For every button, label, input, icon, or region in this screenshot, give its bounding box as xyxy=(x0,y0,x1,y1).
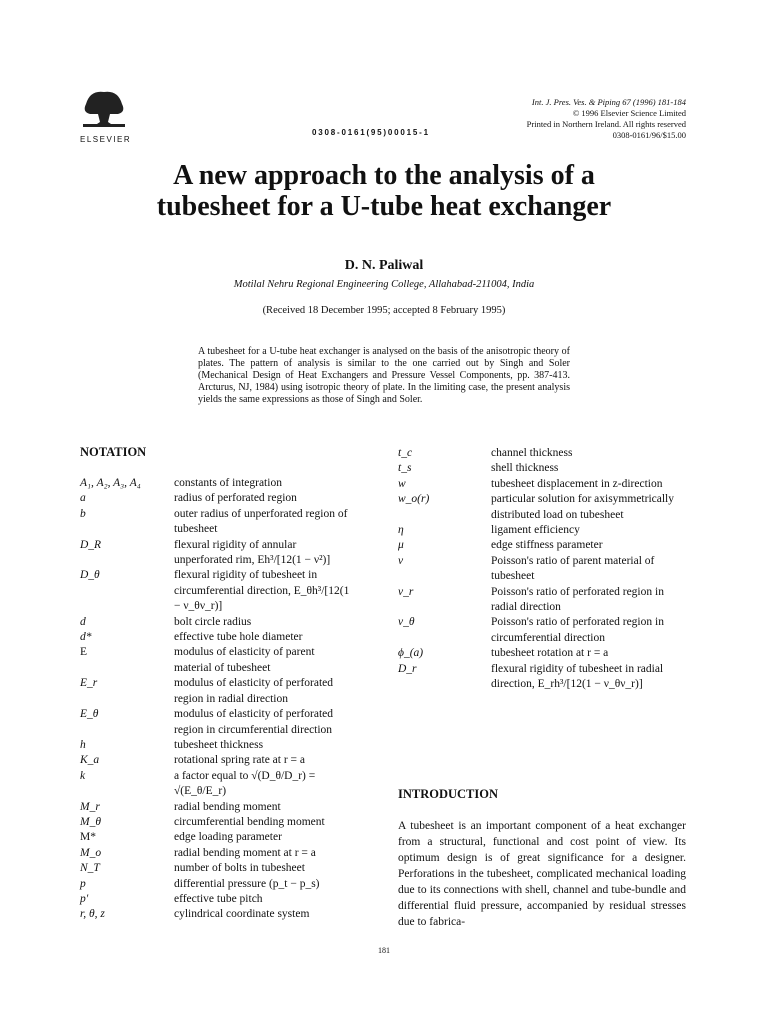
notation-description: a factor equal to √(D_θ/D_r) = √(E_θ/E_r) xyxy=(174,769,316,798)
notation-row xyxy=(80,491,355,506)
doc-code: 0308-0161(95)00015-1 xyxy=(312,128,430,137)
notation-row xyxy=(80,800,355,815)
notation-symbol: E_θ xyxy=(80,708,99,721)
notation-row xyxy=(398,615,688,646)
notation-description: radius of perforated region xyxy=(174,492,297,505)
notation-symbol: M* xyxy=(80,831,96,844)
notation-description: edge loading parameter xyxy=(174,831,282,844)
notation-description: ligament efficiency xyxy=(491,524,580,537)
notation-symbol: D_θ xyxy=(80,569,100,582)
notation-list-right xyxy=(398,446,688,693)
notation-symbol: η xyxy=(398,524,404,537)
notation-symbol: d* xyxy=(80,631,92,644)
page-number: 181 xyxy=(378,946,390,955)
notation-row xyxy=(80,707,355,738)
notation-row xyxy=(398,585,688,616)
notation-description: flexural rigidity of tubesheet in radial direction, E_rh³/[12(1 − ν_θν_r)] xyxy=(491,662,664,691)
notation-description: radial bending moment at r = a xyxy=(174,846,316,859)
notation-description: tubesheet thickness xyxy=(174,738,264,751)
notation-symbol: M_o xyxy=(80,846,102,859)
notation-row xyxy=(80,645,355,676)
notation-row xyxy=(398,538,688,553)
received-date: (Received 18 December 1995; accepted 8 February 1995) xyxy=(262,305,506,316)
notation-row xyxy=(80,861,355,876)
notation-row xyxy=(80,738,355,753)
notation-symbol: ν xyxy=(398,554,404,567)
notation-symbol: a xyxy=(80,492,86,505)
notation-description: outer radius of unperforated region of tubesheet xyxy=(174,507,348,536)
notation-symbol: ν_θ xyxy=(398,616,415,629)
notation-symbol: D_R xyxy=(80,538,102,551)
notation-description: radial bending moment xyxy=(174,800,281,813)
tree-logo-icon xyxy=(80,86,128,128)
title-line2: tubesheet for a U-tube heat exchanger xyxy=(156,191,612,222)
notation-symbol: b xyxy=(80,507,86,520)
journal-line4: 0308-0161/96/$15.00 xyxy=(612,130,686,140)
notation-description: modulus of elasticity of parent material of tubesheet xyxy=(174,646,315,674)
notation-row xyxy=(398,662,688,693)
notation-description: number of bolts in tubesheet xyxy=(174,862,305,875)
notation-description: modulus of elasticity of perforated region in circumferential direction xyxy=(174,708,334,736)
paper-title xyxy=(0,160,768,222)
notation-symbol: w xyxy=(398,477,406,490)
notation-description: constants of integration xyxy=(174,477,282,489)
notation-row xyxy=(398,492,688,523)
journal-line2: © 1996 Elsevier Science Limited xyxy=(572,108,686,118)
title-line1: A new approach to the analysis of a xyxy=(173,160,595,191)
notation-row xyxy=(80,507,355,538)
notation-description: flexural rigidity of tubesheet in circumferential direction, E_θh³/[12(1 − ν_θν_r)] xyxy=(174,569,350,613)
notation-row xyxy=(80,615,355,630)
notation-symbol: ν_r xyxy=(398,585,414,598)
notation-row xyxy=(398,461,688,476)
notation-symbol: h xyxy=(80,738,86,751)
notation-heading: NOTATION xyxy=(80,445,147,459)
notation-symbol: μ xyxy=(398,539,404,552)
notation-description: rotational spring rate at r = a xyxy=(174,754,306,767)
journal-line3: Printed in Northern Ireland. All rights reserved xyxy=(526,119,686,129)
notation-symbol: r, θ, z xyxy=(80,908,105,921)
notation-description: modulus of elasticity of perforated region in radial direction xyxy=(174,677,334,705)
notation-row xyxy=(398,477,688,492)
notation-row xyxy=(80,769,355,800)
notation-description: effective tube hole diameter xyxy=(174,631,303,644)
abstract: A tubesheet for a U-tube heat exchanger is analysed on the basis of the anisotropic theory of plates. The pattern of analysis is similar to the one carried out by Singh and Soler (Mechanical Design of Heat Exchangers and Pressure Vessel Components, pp. 387-413. Arcturus, NJ, 1984) using isotropic theory of plate. In the limiting case, the present analysis yields the same expressions as those of Singh and Soler. xyxy=(198,346,570,405)
notation-description: edge stiffness parameter xyxy=(491,539,603,552)
affiliation: Motilal Nehru Regional Engineering College, Allahabad-211004, India xyxy=(233,279,535,290)
notation-description: effective tube pitch xyxy=(174,892,263,905)
notation-symbol: t_s xyxy=(398,462,412,475)
notation-description: circumferential bending moment xyxy=(174,815,325,828)
notation-row xyxy=(80,907,355,922)
notation-description: tubesheet displacement in z-direction xyxy=(491,477,663,490)
notation-description: channel thickness xyxy=(491,447,573,459)
notation-row xyxy=(398,523,688,538)
notation-symbol: t_c xyxy=(398,447,413,459)
notation-row xyxy=(80,630,355,645)
notation-description: tubesheet rotation at r = a xyxy=(491,647,609,660)
notation-list-left xyxy=(80,476,355,923)
introduction-heading: INTRODUCTION xyxy=(398,787,499,801)
notation-symbol: K_a xyxy=(80,754,100,767)
notation-description: Poisson's ratio of parent material of tubesheet xyxy=(491,554,655,583)
notation-symbol: E_r xyxy=(80,677,98,690)
introduction-text: A tubesheet is an important component of a heat exchanger from a structural, functional and cost point of view. Its optimum design is of great significance for a designer. Perforations in the tubesheet, complicated mechanical loading due to its connections with shell, channel and tube-bundle and differential fluid pressure, accompanied by residual stresses due to fabrica- xyxy=(398,820,686,928)
notation-description: Poisson's ratio of perforated region in circumferential direction xyxy=(491,616,664,644)
notation-row xyxy=(80,877,355,892)
notation-description: particular solution for axisymmetrically distributed load on tubesheet xyxy=(491,493,674,521)
notation-row xyxy=(80,753,355,768)
notation-row xyxy=(80,538,355,569)
notation-symbol: k xyxy=(80,769,86,782)
author: D. N. Paliwal xyxy=(344,258,424,273)
notation-row xyxy=(80,676,355,707)
notation-row xyxy=(80,892,355,907)
notation-description: differential pressure (p_t − p_s) xyxy=(174,877,320,890)
publisher-name: ELSEVIER xyxy=(80,135,132,144)
notation-row xyxy=(398,554,688,585)
notation-symbol: E xyxy=(80,646,88,659)
notation-symbol: D_r xyxy=(398,662,417,675)
notation-symbol: M_θ xyxy=(80,815,101,828)
notation-symbol: N_T xyxy=(80,862,100,875)
notation-row xyxy=(80,830,355,845)
notation-symbol: d xyxy=(80,615,86,628)
notation-symbol: M_r xyxy=(80,800,100,813)
journal-line1: Int. J. Pres. Ves. & Piping 67 (1996) 181-184 xyxy=(531,97,686,107)
notation-row xyxy=(80,815,355,830)
notation-symbol: ϕ_(a) xyxy=(398,647,424,660)
notation-description: bolt circle radius xyxy=(174,615,252,628)
notation-symbol: p xyxy=(80,877,86,890)
notation-row xyxy=(398,446,688,461)
journal-info xyxy=(527,97,686,141)
notation-description: cylindrical coordinate system xyxy=(174,908,310,921)
notation-description: flexural rigidity of annular unperforated rim, Eh³/[12(1 − ν²)] xyxy=(174,538,331,567)
notation-row xyxy=(398,646,688,661)
notation-row xyxy=(80,568,355,614)
notation-description: Poisson's ratio of perforated region in radial direction xyxy=(491,585,664,614)
notation-symbol: w_o(r) xyxy=(398,493,430,506)
notation-symbol: p′ xyxy=(80,892,89,905)
notation-symbol: A₁, A₂, A₃, A₄ xyxy=(80,477,141,489)
notation-row xyxy=(80,846,355,861)
notation-row xyxy=(80,476,355,491)
elsevier-logo xyxy=(80,86,130,144)
notation-description: shell thickness xyxy=(491,462,559,475)
